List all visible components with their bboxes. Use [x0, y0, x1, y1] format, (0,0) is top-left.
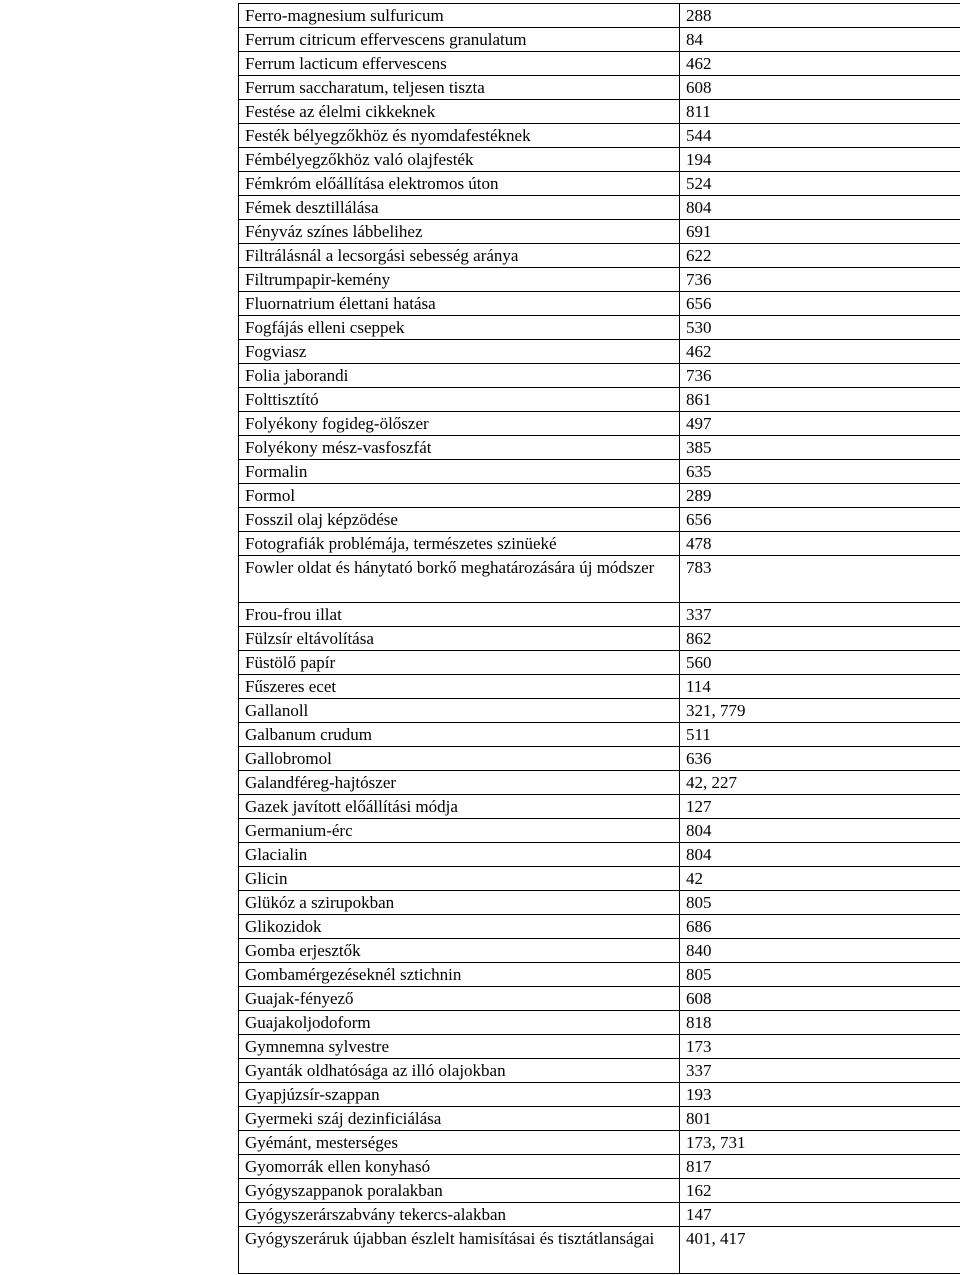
index-term: Glacialin — [239, 843, 680, 867]
index-term: Gyógyszerárszabvány tekercs-alakban — [239, 1203, 680, 1227]
index-term: Festése az élelmi cikkeknek — [239, 100, 680, 124]
table-row — [239, 1083, 960, 1107]
table-row — [239, 508, 960, 532]
table-row — [239, 4, 960, 28]
index-term: Glükóz a szirupokban — [239, 891, 680, 915]
index-page-number: 560 — [680, 651, 960, 675]
index-page-number: 497 — [680, 412, 960, 436]
index-page-number: 337 — [680, 603, 960, 627]
index-page-number: 840 — [680, 939, 960, 963]
table-row — [239, 268, 960, 292]
index-page-number: 511 — [680, 723, 960, 747]
table-row — [239, 891, 960, 915]
table-row — [239, 196, 960, 220]
index-term: Filtrálásnál a lecsorgási sebesség aránya — [239, 244, 680, 268]
index-term: Folyékony mész-vasfoszfát — [239, 436, 680, 460]
index-term: Fémek desztillálása — [239, 196, 680, 220]
table-row — [239, 100, 960, 124]
index-term: Folyékony fogideg-ölőszer — [239, 412, 680, 436]
index-term: Folttisztító — [239, 388, 680, 412]
table-row — [239, 532, 960, 556]
index-term: Guajak-fényező — [239, 987, 680, 1011]
index-page-number: 608 — [680, 76, 960, 100]
index-page-number: 530 — [680, 316, 960, 340]
index-term: Fogfájás elleni cseppek — [239, 316, 680, 340]
index-page-number: 861 — [680, 388, 960, 412]
index-term: Folia jaborandi — [239, 364, 680, 388]
index-term: Galandféreg-hajtószer — [239, 771, 680, 795]
table-row — [239, 915, 960, 939]
index-term: Formol — [239, 484, 680, 508]
table-row — [239, 987, 960, 1011]
index-page-number: 478 — [680, 532, 960, 556]
index-term: Formalin — [239, 460, 680, 484]
table-row — [239, 76, 960, 100]
index-term: Fosszil olaj képzödése — [239, 508, 680, 532]
index-page-number: 636 — [680, 747, 960, 771]
index-page-number: 337 — [680, 1059, 960, 1083]
index-page-number: 656 — [680, 508, 960, 532]
index-page-number: 736 — [680, 364, 960, 388]
table-row — [239, 148, 960, 172]
table-row — [239, 627, 960, 651]
table-row — [239, 1107, 960, 1131]
index-term: Gymnemna sylvestre — [239, 1035, 680, 1059]
index-page-number: 804 — [680, 196, 960, 220]
table-row — [239, 795, 960, 819]
index-term: Ferro-magnesium sulfuricum — [239, 4, 680, 28]
index-page-number: 686 — [680, 915, 960, 939]
index-term: Ferrum saccharatum, teljesen tiszta — [239, 76, 680, 100]
index-page-number: 127 — [680, 795, 960, 819]
table-row — [239, 1203, 960, 1227]
index-page-number: 42, 227 — [680, 771, 960, 795]
index-page-number: 622 — [680, 244, 960, 268]
table-row — [239, 172, 960, 196]
index-page-number: 862 — [680, 627, 960, 651]
index-term: Gombamérgezéseknél sztichnin — [239, 963, 680, 987]
index-term: Gyógyszeráruk újabban észlelt hamisításai és tisztátlanságai — [239, 1227, 680, 1274]
index-term: Gyanták oldhatósága az illó olajokban — [239, 1059, 680, 1083]
index-term: Festék bélyegzőkhöz és nyomdafestéknek — [239, 124, 680, 148]
index-term: Gallobromol — [239, 747, 680, 771]
index-term: Frou-frou illat — [239, 603, 680, 627]
index-term: Fényváz színes lábbelihez — [239, 220, 680, 244]
index-page-number: 783 — [680, 556, 960, 603]
index-page-number: 801 — [680, 1107, 960, 1131]
table-row — [239, 52, 960, 76]
index-page-number: 194 — [680, 148, 960, 172]
table-row — [239, 1155, 960, 1179]
index-page-number: 805 — [680, 891, 960, 915]
index-term: Fülzsír eltávolítása — [239, 627, 680, 651]
index-page-number: 804 — [680, 843, 960, 867]
index-term: Fogviasz — [239, 340, 680, 364]
table-row — [239, 556, 960, 603]
index-term: Fűszeres ecet — [239, 675, 680, 699]
table-row — [239, 819, 960, 843]
table-row — [239, 436, 960, 460]
table-row — [239, 220, 960, 244]
index-page-number: 173, 731 — [680, 1131, 960, 1155]
index-term: Gyémánt, mesterséges — [239, 1131, 680, 1155]
table-row — [239, 1179, 960, 1203]
table-row — [239, 963, 960, 987]
table-row — [239, 1059, 960, 1083]
index-page-number: 736 — [680, 268, 960, 292]
index-term: Gyapjúzsír-szappan — [239, 1083, 680, 1107]
index-page-number: 817 — [680, 1155, 960, 1179]
table-row — [239, 292, 960, 316]
index-page-number: 114 — [680, 675, 960, 699]
index-term: Glikozidok — [239, 915, 680, 939]
index-page-number: 656 — [680, 292, 960, 316]
table-row — [239, 340, 960, 364]
table-row — [239, 699, 960, 723]
index-page-number: 544 — [680, 124, 960, 148]
table-row — [239, 867, 960, 891]
index-term: Fémkróm előállítása elektromos úton — [239, 172, 680, 196]
index-table-body — [239, 4, 960, 1274]
index-page-number: 288 — [680, 4, 960, 28]
index-term: Guajakoljodoform — [239, 1011, 680, 1035]
index-term: Glicin — [239, 867, 680, 891]
index-term: Ferrum citricum effervescens granulatum — [239, 28, 680, 52]
index-page-number: 462 — [680, 52, 960, 76]
table-row — [239, 723, 960, 747]
table-row — [239, 364, 960, 388]
index-page-number: 462 — [680, 340, 960, 364]
table-row — [239, 603, 960, 627]
table-row — [239, 675, 960, 699]
table-row — [239, 771, 960, 795]
index-page-number: 635 — [680, 460, 960, 484]
table-row — [239, 484, 960, 508]
index-page-number: 804 — [680, 819, 960, 843]
table-row — [239, 244, 960, 268]
index-table — [238, 3, 960, 1274]
index-page-number: 193 — [680, 1083, 960, 1107]
index-page-number: 524 — [680, 172, 960, 196]
table-row — [239, 388, 960, 412]
table-row — [239, 1011, 960, 1035]
index-page-number: 818 — [680, 1011, 960, 1035]
index-term: Gyógyszappanok poralakban — [239, 1179, 680, 1203]
index-term: Fluornatrium élettani hatása — [239, 292, 680, 316]
index-page-number: 385 — [680, 436, 960, 460]
index-term: Füstölő papír — [239, 651, 680, 675]
index-term: Fémbélyegzőkhöz való olajfesték — [239, 148, 680, 172]
index-term: Gyermeki száj dezinficiálása — [239, 1107, 680, 1131]
index-term: Galbanum crudum — [239, 723, 680, 747]
table-row — [239, 843, 960, 867]
index-page-number: 84 — [680, 28, 960, 52]
index-page-number: 805 — [680, 963, 960, 987]
index-term: Fotografiák problémája, természetes szinüeké — [239, 532, 680, 556]
table-row — [239, 939, 960, 963]
index-term: Gyomorrák ellen konyhasó — [239, 1155, 680, 1179]
index-page-number: 147 — [680, 1203, 960, 1227]
table-row — [239, 651, 960, 675]
index-page-number: 289 — [680, 484, 960, 508]
index-page-number: 162 — [680, 1179, 960, 1203]
index-term: Germanium-érc — [239, 819, 680, 843]
table-row — [239, 316, 960, 340]
table-row — [239, 460, 960, 484]
index-page-number: 173 — [680, 1035, 960, 1059]
table-row — [239, 1131, 960, 1155]
table-row — [239, 412, 960, 436]
table-row — [239, 1035, 960, 1059]
table-row — [239, 124, 960, 148]
index-term: Ferrum lacticum effervescens — [239, 52, 680, 76]
index-page-number: 42 — [680, 867, 960, 891]
index-page-number: 321, 779 — [680, 699, 960, 723]
index-page-number: 811 — [680, 100, 960, 124]
table-row — [239, 28, 960, 52]
index-term: Gallanoll — [239, 699, 680, 723]
index-term: Fowler oldat és hánytató borkő meghatározására új módszer — [239, 556, 680, 603]
index-page-number: 401, 417 — [680, 1227, 960, 1274]
index-page-number: 691 — [680, 220, 960, 244]
index-term: Gomba erjesztők — [239, 939, 680, 963]
table-row — [239, 747, 960, 771]
table-row — [239, 1227, 960, 1274]
index-term: Filtrumpapir-kemény — [239, 268, 680, 292]
index-page-number: 608 — [680, 987, 960, 1011]
index-term: Gazek javított előállítási módja — [239, 795, 680, 819]
